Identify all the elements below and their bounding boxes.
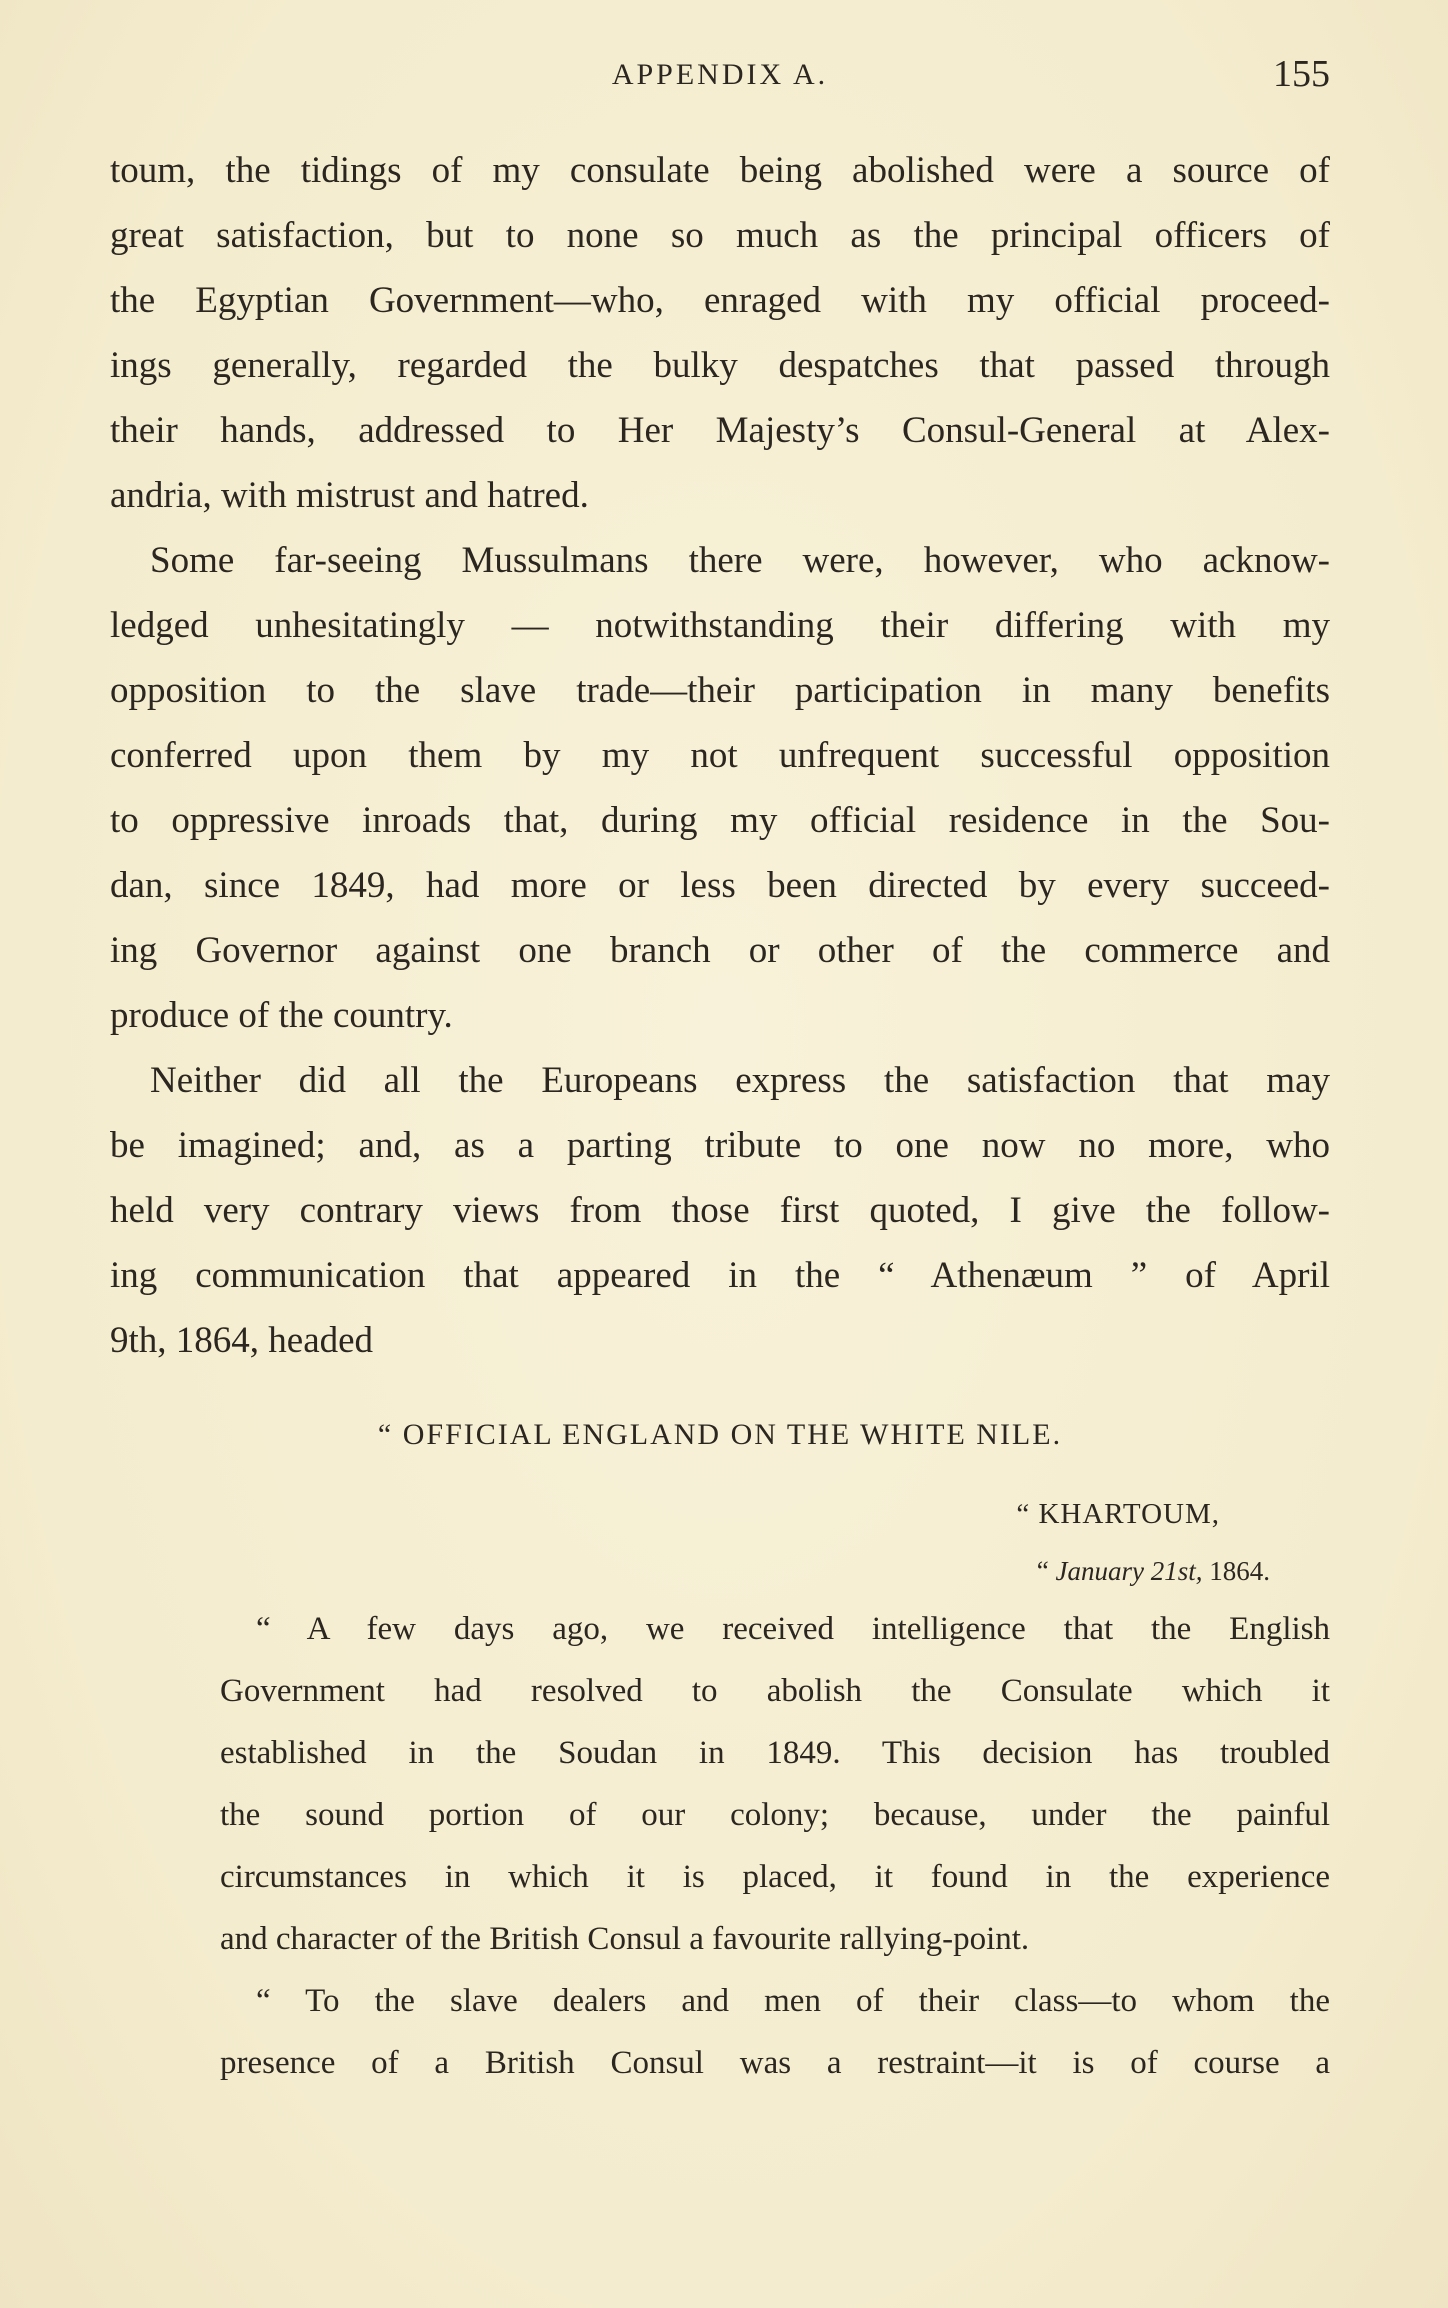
- quote-paragraph-2: [220, 1970, 1330, 2094]
- text-line: established in the Soudan in 1849. This decision has troubled: [220, 1735, 1330, 1771]
- dateline-place: “ KHARTOUM,: [1016, 1498, 1220, 1530]
- text-line: Government had resolved to abolish the Consulate which it: [220, 1673, 1330, 1709]
- text-line: presence of a British Consul was a restraint—it is of course a: [220, 2045, 1330, 2081]
- text-line: ings generally, regarded the bulky despatches that passed through: [110, 345, 1330, 386]
- text-line: held very contrary views from those first quoted, I give the follow-: [110, 1190, 1330, 1231]
- text-line: ledged unhesitatingly — notwithstanding their differing with my: [110, 605, 1330, 646]
- text-line: 9th, 1864, headed: [110, 1320, 374, 1361]
- article-heading: “ OFFICIAL ENGLAND ON THE WHITE NILE.: [377, 1418, 1063, 1451]
- text-line: their hands, addressed to Her Majesty’s Consul-General at Alex-: [110, 410, 1330, 451]
- date-year: 1864.: [1202, 1556, 1270, 1586]
- dateline-date: [110, 1556, 1330, 1587]
- text-line: and character of the British Consul a favourite rallying-point.: [220, 1921, 1030, 1957]
- text-line: be imagined; and, as a parting tribute to one now no more, who: [110, 1125, 1330, 1166]
- text-line: opposition to the slave trade—their participation in many benefits: [110, 670, 1330, 711]
- quote-paragraph-1: [220, 1598, 1330, 1970]
- text-line: produce of the country.: [110, 995, 453, 1036]
- text-line: ing Governor against one branch or other of the commerce and: [110, 930, 1330, 971]
- text-line: Some far-seeing Mussulmans there were, however, who acknow-: [150, 540, 1330, 581]
- running-head-title: APPENDIX A.: [611, 58, 829, 91]
- text-line: great satisfaction, but to none so much as the principal officers of: [110, 215, 1330, 256]
- paragraph-1: [110, 138, 1330, 528]
- text-line: conferred upon them by my not unfrequent successful opposition: [110, 735, 1330, 776]
- text-line: the Egyptian Government—who, enraged with my official proceed-: [110, 280, 1330, 321]
- quoted-article: [220, 1598, 1330, 2094]
- paragraph-2: [110, 528, 1330, 1048]
- text-line: to oppressive inroads that, during my official residence in the Sou-: [110, 800, 1330, 841]
- text-line: ing communication that appeared in the “ Athenæum ” of April: [110, 1255, 1330, 1296]
- text-line: dan, since 1849, had more or less been directed by every succeed-: [110, 865, 1330, 906]
- text-line: toum, the tidings of my consulate being abolished were a source of: [110, 150, 1330, 191]
- date-day: January 21st,: [1055, 1556, 1203, 1586]
- text-line: “ To the slave dealers and men of their class—to whom the: [256, 1983, 1330, 2019]
- paragraph-3: [110, 1048, 1330, 1373]
- text-line: “ A few days ago, we received intelligence that the English: [256, 1611, 1330, 1647]
- running-head: [110, 52, 1330, 104]
- text-line: the sound portion of our colony; because, under the painful: [220, 1797, 1330, 1833]
- text-line: Neither did all the Europeans express the satisfaction that may: [150, 1060, 1330, 1101]
- text-line: andria, with mistrust and hatred.: [110, 475, 589, 516]
- main-text: [110, 138, 1330, 1373]
- page-number: 155: [1273, 53, 1330, 95]
- text-line: circumstances in which it is placed, it found in the experience: [220, 1859, 1330, 1895]
- date-prefix: “: [1036, 1556, 1056, 1586]
